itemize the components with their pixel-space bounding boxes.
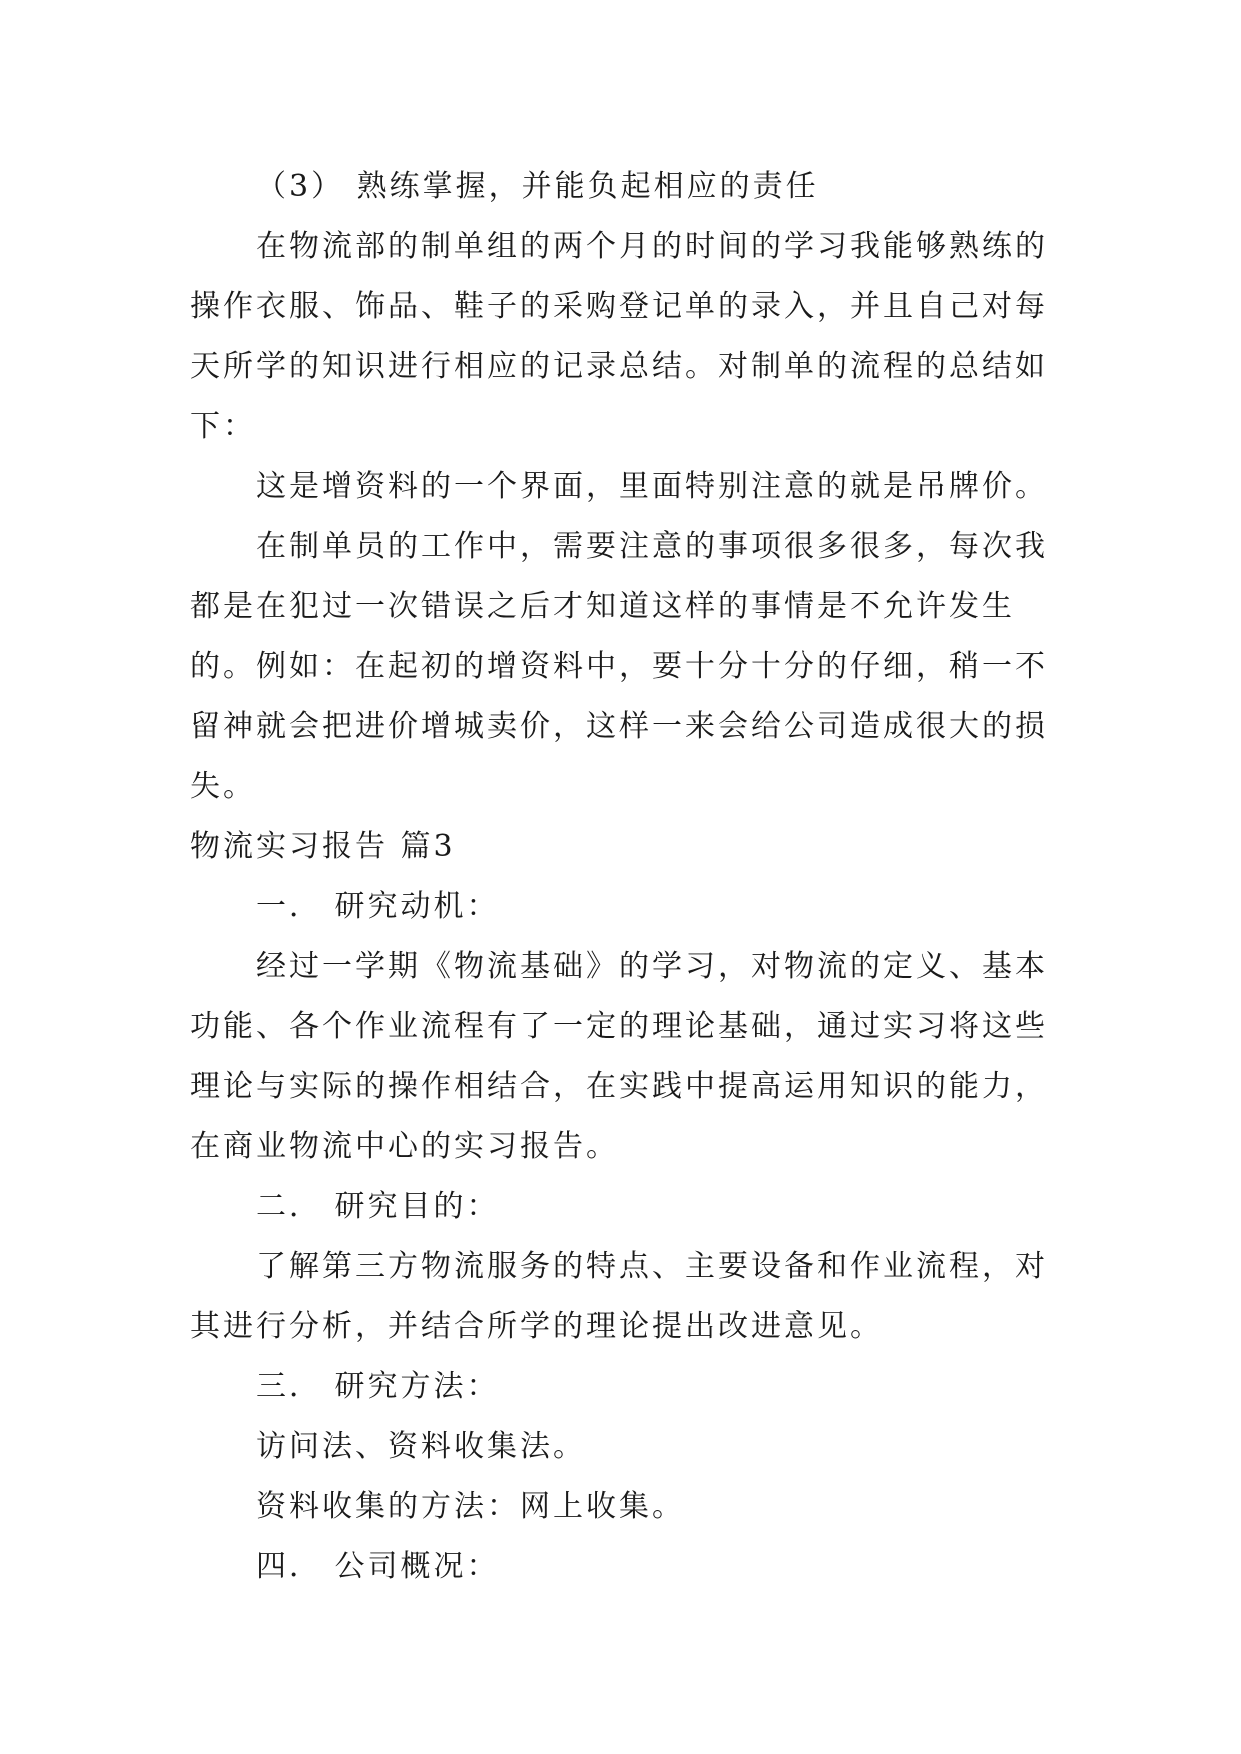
paragraph-caution: 在制单员的工作中，需要注意的事项很多很多，每次我都是在犯过一次错误之后才知道这样的事情是不允许发生的。例如：在起初的增资料中，要十分十分的仔细，稍一不留神就会把进价增城卖价，这样一来会给公司造成很大的损失。 (190, 529, 1048, 804)
paragraph-method: 访问法、资料收集法。 (256, 1429, 586, 1464)
section-heading: 物流实习报告 篇3 (190, 829, 456, 864)
paragraph-motivation: 经过一学期《物流基础》的学习，对物流的定义、基本功能、各个作业流程有了一定的理论基础，通过实习将这些理论与实际的操作相结合，在实践中提高运用知识的能力，在商业物流中心的实习报告。 (190, 949, 1048, 1164)
paragraph-training-summary: 在物流部的制单组的两个月的时间的学习我能够熟练的操作衣服、饰品、鞋子的采购登记单的录入，并且自己对每天所学的知识进行相应的记录总结。对制单的流程的总结如下： (190, 229, 1048, 444)
document-body (190, 157, 1054, 1597)
subheading-motivation: 一． 研究动机： (256, 889, 500, 924)
paragraph-purpose: 了解第三方物流服务的特点、主要设备和作业流程，对其进行分析，并结合所学的理论提出改进意见。 (190, 1249, 1048, 1344)
paragraph-collection: 资料收集的方法：网上收集。 (256, 1489, 685, 1524)
paragraph-interface-note: 这是增资料的一个界面，里面特别注意的就是吊牌价。 (256, 469, 1048, 504)
subheading-purpose: 二． 研究目的： (256, 1189, 500, 1224)
subheading-method: 三． 研究方法： (256, 1369, 500, 1404)
subheading-company: 四． 公司概况： (256, 1549, 500, 1584)
paragraph-item-3: （3） 熟练掌握，并能负起相应的责任 (256, 169, 819, 204)
